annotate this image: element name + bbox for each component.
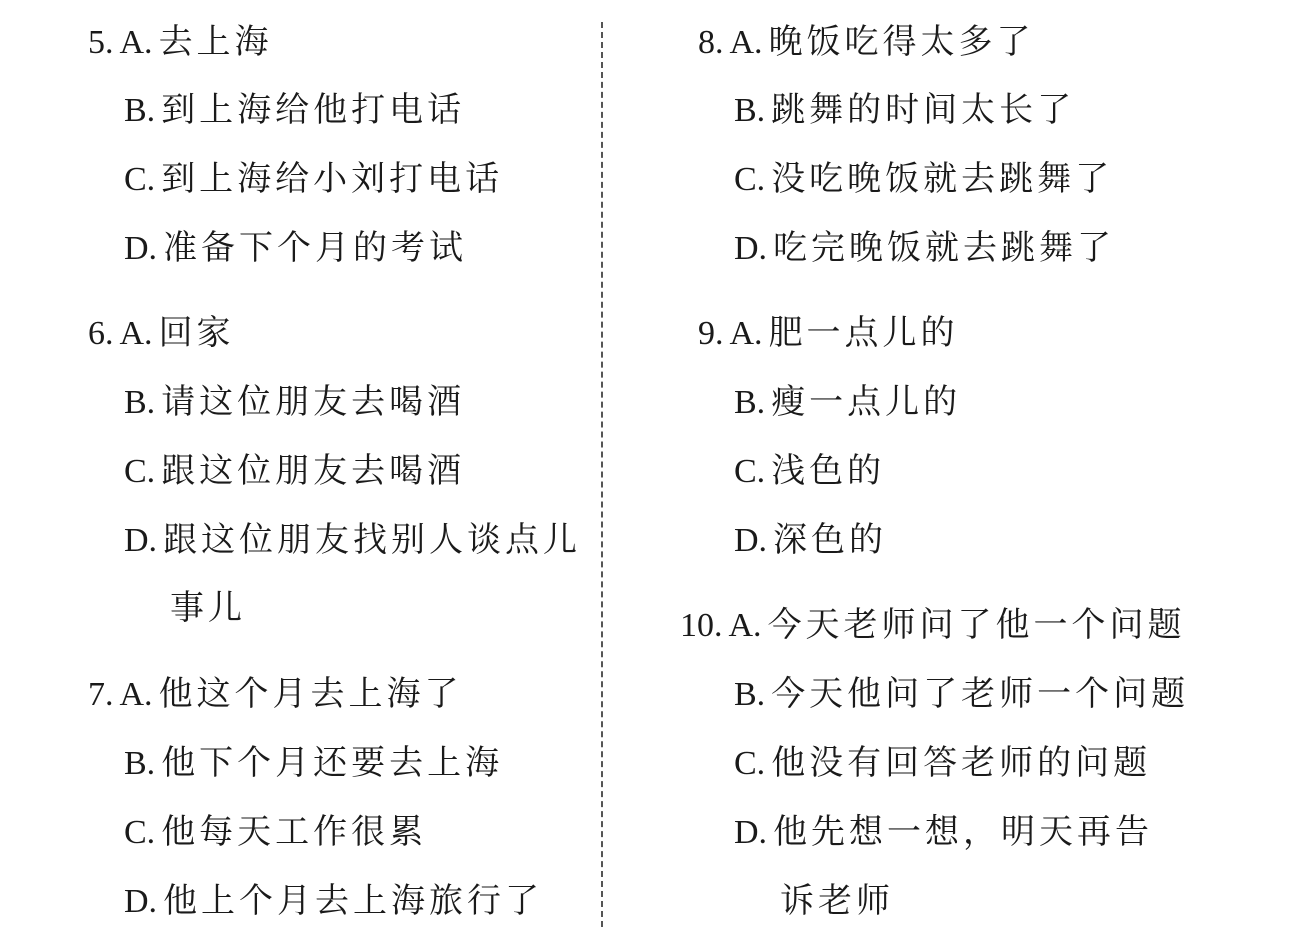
option-text: 晚饭吃得太多了 [768, 22, 1035, 62]
option-label: C. [734, 745, 766, 782]
question-9-option-c [734, 451, 885, 492]
option-label: D. [734, 230, 768, 267]
option-label: D. [124, 230, 158, 267]
question-6-option-b [124, 382, 465, 423]
option-label: A. [729, 24, 763, 61]
option-label: B. [124, 92, 156, 129]
option-label: C. [734, 453, 766, 490]
question-number: 9. [698, 315, 724, 352]
option-label: C. [124, 161, 156, 198]
option-text: 深色的 [773, 520, 888, 560]
question-8-option-b [734, 90, 1075, 131]
question-5-option-c [124, 159, 503, 200]
option-text: 他上个月去上海旅行了 [163, 881, 544, 921]
option-label: A. [119, 676, 153, 713]
option-label: B. [124, 745, 156, 782]
option-text: 到上海给他打电话 [161, 90, 466, 130]
option-text: 跟这位朋友去喝酒 [161, 451, 466, 491]
question-7-option-b [124, 743, 503, 784]
option-text: 到上海给小刘打电话 [161, 159, 504, 199]
question-number: 5. [88, 24, 114, 61]
option-text: 瘦一点儿的 [771, 382, 962, 422]
question-6-option-d [124, 520, 581, 561]
option-label: D. [124, 883, 158, 920]
option-label: D. [734, 522, 768, 559]
option-text: 他每天工作很累 [161, 812, 428, 852]
option-label: A. [728, 607, 762, 644]
question-5-option-b [124, 90, 465, 131]
question-10-option-d [734, 812, 1153, 853]
question-5-option-a [88, 22, 273, 63]
question-6-option-c [124, 451, 465, 492]
question-9-option-a [698, 313, 959, 354]
question-8-option-c [734, 159, 1113, 200]
question-6-option-d-continuation: 事儿 [170, 588, 246, 628]
option-text: 浅色的 [771, 451, 886, 491]
question-10-option-b [734, 674, 1189, 715]
option-text: 请这位朋友去喝酒 [161, 382, 466, 422]
question-9-option-b [734, 382, 961, 423]
option-label: B. [734, 676, 766, 713]
question-number: 6. [88, 315, 114, 352]
question-number: 10. [680, 607, 723, 644]
option-text: 今天他问了老师一个问题 [771, 674, 1190, 714]
option-text: 去上海 [158, 22, 273, 62]
question-9-option-d [734, 520, 887, 561]
option-label: D. [734, 814, 768, 851]
option-label: B. [734, 92, 766, 129]
option-text: 今天老师问了他一个问题 [767, 605, 1186, 645]
option-label: B. [124, 384, 156, 421]
question-7-option-a [88, 674, 463, 715]
question-8-option-a [698, 22, 1035, 63]
option-text: 准备下个月的考试 [163, 228, 468, 268]
option-label: C. [734, 161, 766, 198]
question-8-option-d [734, 228, 1115, 269]
option-label: C. [124, 814, 156, 851]
option-label: B. [734, 384, 766, 421]
question-5-option-d [124, 228, 467, 269]
option-label: A. [729, 315, 763, 352]
question-number: 7. [88, 676, 114, 713]
option-label: D. [124, 522, 158, 559]
option-text: 他这个月去上海了 [158, 674, 463, 714]
question-6-option-a [88, 313, 235, 354]
option-text: 肥一点儿的 [768, 313, 959, 353]
question-number: 8. [698, 24, 724, 61]
question-10-option-c [734, 743, 1151, 784]
option-text: 吃完晚饭就去跳舞了 [773, 228, 1116, 268]
option-text: 回家 [158, 313, 235, 353]
option-text: 他下个月还要去上海 [161, 743, 504, 783]
option-label: A. [119, 315, 153, 352]
option-text: 他没有回答老师的问题 [771, 743, 1152, 783]
option-text: 跳舞的时间太长了 [771, 90, 1076, 130]
question-7-option-c [124, 812, 427, 853]
option-text: 他先想一想，明天再告 [773, 812, 1154, 852]
dashed-column-divider [601, 22, 603, 927]
option-label: C. [124, 453, 156, 490]
option-text: 没吃晚饭就去跳舞了 [771, 159, 1114, 199]
option-label: A. [119, 24, 153, 61]
question-10-option-d-continuation: 诉老师 [780, 881, 894, 921]
question-7-option-d [124, 881, 543, 922]
question-10-option-a [680, 605, 1186, 646]
option-text: 跟这位朋友找别人谈点儿 [163, 520, 582, 560]
